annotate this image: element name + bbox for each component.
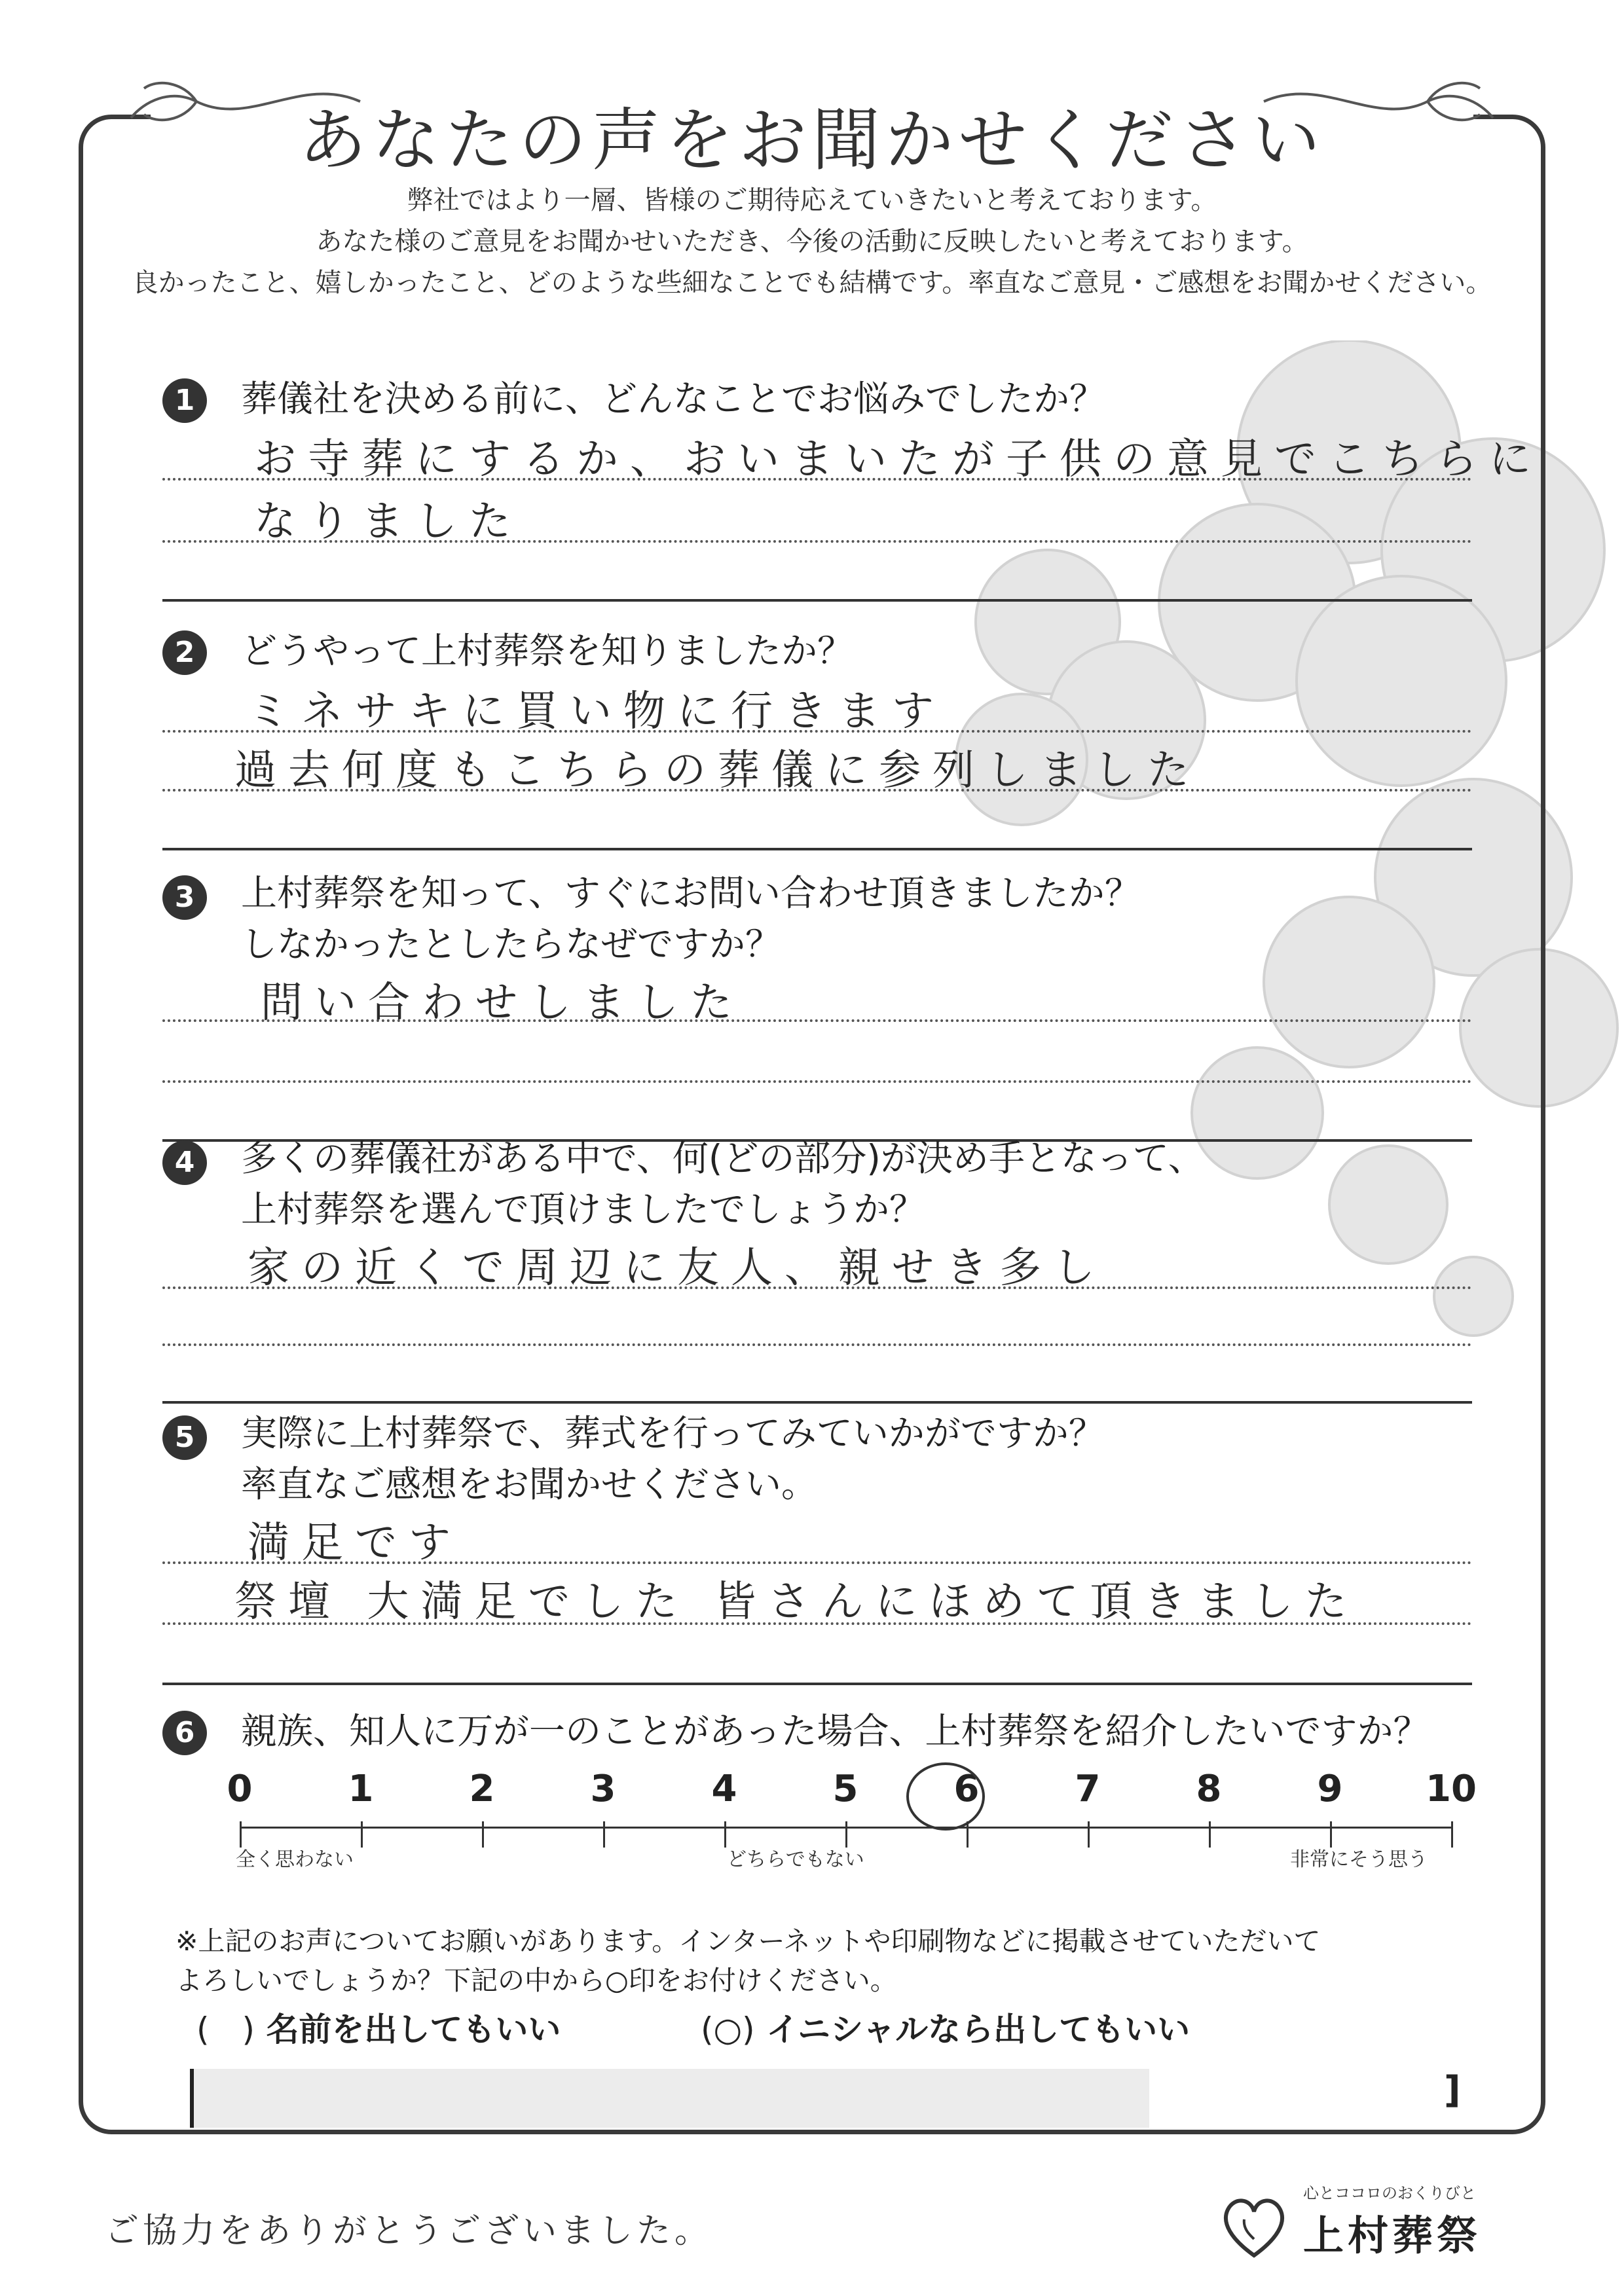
- option-label: 名前を出してもいい: [266, 2011, 561, 2049]
- rating-scale: [223, 1768, 1477, 1899]
- scale-number-3[interactable]: 3: [590, 1768, 616, 1810]
- question-number: 3: [162, 875, 207, 920]
- section-divider: [162, 1401, 1472, 1404]
- answer-line: [162, 1286, 1472, 1289]
- scale-number-10[interactable]: 10: [1426, 1768, 1477, 1810]
- answer-line: [162, 1080, 1472, 1083]
- option-name-ok[interactable]: [196, 2003, 561, 2050]
- question-text: どうやって上村葬祭を知りましたか？: [241, 630, 854, 672]
- scale-label-mid: どちらでもない: [727, 1848, 864, 1871]
- selected-rating-circle: [906, 1762, 985, 1831]
- intro-line: あなた様のご意見をお聞かせいただき、今後の活動に反映したいと考えております。: [316, 227, 1308, 257]
- handwritten-answer: ミネサキに買い物に行きます: [248, 687, 946, 736]
- answer-line: [162, 1622, 1472, 1625]
- scale-number-4[interactable]: 4: [711, 1768, 737, 1810]
- logo-tagline: 心とココロのおくりびと: [1303, 2184, 1476, 2202]
- scale-tick: [603, 1821, 605, 1848]
- scale-number-7[interactable]: 7: [1075, 1768, 1101, 1810]
- option-label: イニシャルなら出してもいい: [766, 2011, 1190, 2049]
- answer-line: [162, 789, 1472, 792]
- handwritten-answer: なりました: [254, 498, 523, 546]
- scale-number-0[interactable]: 0: [227, 1768, 253, 1810]
- scale-tick: [482, 1821, 484, 1848]
- right-flourish-icon: [1257, 62, 1519, 141]
- scale-tick: [724, 1821, 726, 1848]
- left-flourish-icon: [105, 62, 367, 141]
- consent-note-line: よろしいでしょうか？下記の中から○印をお付けください。: [175, 1965, 897, 1996]
- question-number: 6: [162, 1711, 207, 1755]
- question-text: 上村葬祭を選んで頂けましたでしょうか？: [241, 1188, 926, 1230]
- scale-tick: [1451, 1821, 1453, 1848]
- handwritten-answer: 満足です: [248, 1519, 462, 1567]
- bracket-open-icon: [190, 2069, 198, 2128]
- question-text: 上村葬祭を知って、すぐにお問い合わせ頂きましたか？: [241, 872, 1141, 914]
- scale-label-high: 非常にそう思う: [1290, 1848, 1428, 1871]
- scale-number-6[interactable]: 6: [953, 1768, 980, 1810]
- option-initial-ok[interactable]: [701, 2003, 1190, 2050]
- question-text: 率直なご感想をお聞かせください。: [241, 1463, 818, 1505]
- question-number: 2: [162, 630, 207, 675]
- answer-line: [162, 1343, 1472, 1346]
- question-text: 葬儀社を決める前に、どんなことでお悩みでしたか？: [241, 378, 1106, 420]
- logo-name: 上村葬祭: [1303, 2212, 1482, 2259]
- scale-tick: [1088, 1821, 1090, 1848]
- scale-number-8[interactable]: 8: [1196, 1768, 1222, 1810]
- scale-number-2[interactable]: 2: [469, 1768, 495, 1810]
- handwritten-answer: 祭壇 大満足でした 皆さんにほめて頂きました: [234, 1578, 1359, 1626]
- section-divider: [162, 848, 1472, 850]
- section-divider: [162, 599, 1472, 602]
- company-logo: [1218, 2180, 1532, 2278]
- page-title: あなたの声をお聞かせください: [279, 85, 1345, 183]
- question-text: しなかったとしたらなぜですか？: [241, 923, 782, 965]
- answer-line: [162, 1019, 1472, 1022]
- answer-line: [162, 540, 1472, 543]
- scale-tick: [1209, 1821, 1211, 1848]
- intro-line: 良かったこと、嬉しかったこと、どのような些細なことでも結構です。率直なご意見・ご感想をお聞かせください。: [132, 268, 1492, 298]
- handwritten-answer: お寺葬にするか、おいまいたが子供の意見でこちらに: [254, 435, 1543, 484]
- consent-note-line: ※上記のお声についてお願いがあります。インターネットや印刷物などに掲載させていただいて: [175, 1925, 1321, 1957]
- scale-number-1[interactable]: 1: [348, 1768, 374, 1810]
- scale-tick: [967, 1821, 969, 1848]
- scale-number-9[interactable]: 9: [1317, 1768, 1343, 1810]
- section-divider: [162, 1683, 1472, 1685]
- question-number: 5: [162, 1415, 207, 1460]
- answer-line: [162, 1561, 1472, 1564]
- intro-line: 弊社ではより一層、皆様のご期待応えていきたいと考えております。: [407, 185, 1217, 215]
- question-text: 親族、知人に万が一のことがあった場合、上村葬祭を紹介したいですか？: [241, 1710, 1430, 1752]
- handwritten-answer: 問い合わせしました: [261, 979, 744, 1027]
- scale-number-5[interactable]: 5: [832, 1768, 858, 1810]
- question-text: 実際に上村葬祭で、葬式を行ってみていかがですか？: [241, 1412, 1105, 1454]
- answer-line: [162, 730, 1472, 733]
- redacted-name-field: [193, 2069, 1149, 2128]
- question-number: 1: [162, 378, 207, 423]
- scale-label-low: 全く思わない: [236, 1848, 354, 1871]
- question-text: 多くの葬儀社がある中で、何(どの部分)が決め手となって、: [241, 1137, 1204, 1179]
- intro-text: [0, 180, 1624, 304]
- bracket-close: ]: [1444, 2069, 1461, 2111]
- option-checkbox[interactable]: ( ): [196, 2011, 255, 2049]
- question-number: 4: [162, 1140, 207, 1185]
- option-checkbox[interactable]: (○): [701, 2011, 755, 2049]
- heart-logo-icon: [1218, 2187, 1290, 2265]
- handwritten-answer: 過去何度もこちらの葬儀に参列しました: [234, 746, 1201, 795]
- answer-line: [162, 478, 1472, 481]
- handwritten-answer: 家の近くで周辺に友人、親せき多し: [248, 1244, 1107, 1292]
- scale-tick: [361, 1821, 363, 1848]
- consent-note: [175, 1922, 1321, 2000]
- thanks-message: ご協力をありがとうございました。: [105, 2212, 713, 2251]
